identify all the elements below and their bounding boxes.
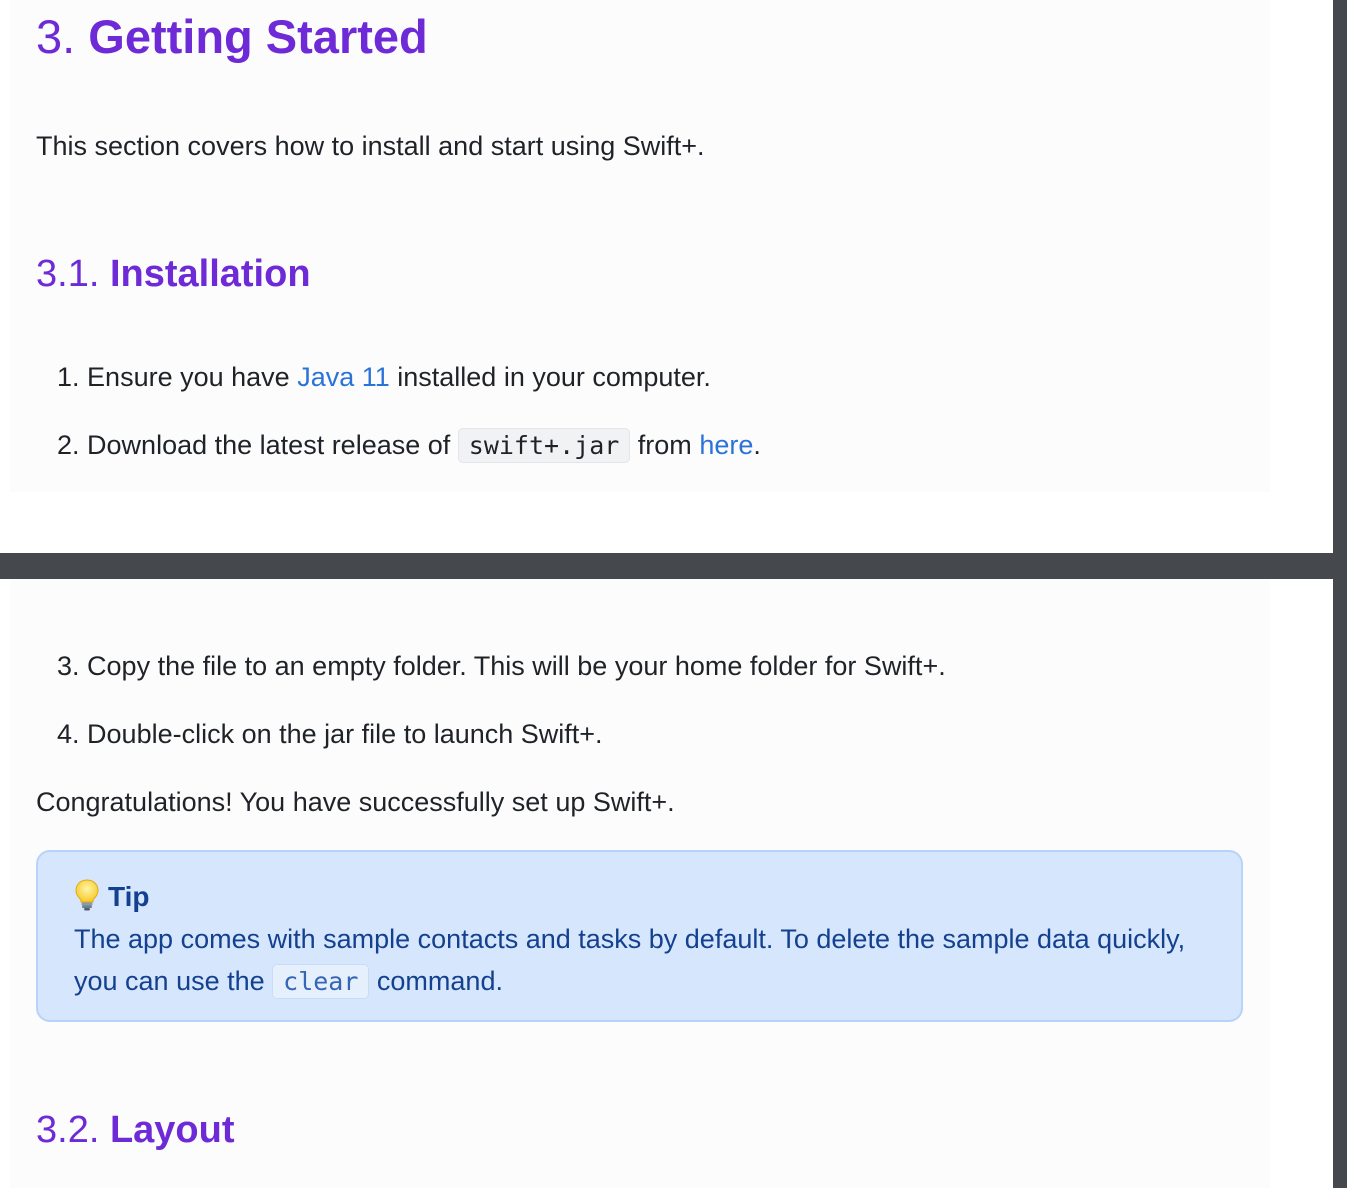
tip-body bbox=[74, 918, 1204, 1003]
list-text: Ensure you have bbox=[87, 362, 298, 392]
list-marker: 2. bbox=[57, 430, 80, 460]
list-text: Double-click on the jar file to launch Swift+. bbox=[87, 719, 603, 749]
document-page-1 bbox=[0, 0, 1333, 553]
lightbulb-icon bbox=[74, 878, 100, 912]
list-item bbox=[57, 429, 761, 462]
list-text: . bbox=[753, 430, 761, 460]
subsection-number: 3.1. bbox=[36, 253, 100, 295]
document-page-2 bbox=[0, 579, 1333, 1188]
section-number: 3. bbox=[36, 10, 76, 63]
list-text: installed in your computer. bbox=[389, 362, 711, 392]
content-area bbox=[10, 0, 1270, 492]
list-text: from bbox=[630, 430, 700, 460]
congrats-text: Congratulations! You have successfully set up Swift+. bbox=[36, 787, 675, 817]
list-item bbox=[57, 361, 711, 393]
inline-code-clear: clear bbox=[272, 964, 369, 999]
section-heading bbox=[36, 10, 428, 64]
list-item bbox=[57, 650, 946, 682]
list-marker: 1. bbox=[57, 362, 80, 392]
subsection-number: 3.2. bbox=[36, 1109, 100, 1151]
here-link[interactable]: here bbox=[699, 430, 754, 460]
section-intro: This section covers how to install and start using Swift+. bbox=[36, 131, 705, 161]
tip-callout bbox=[36, 850, 1243, 1022]
subsection-title: Installation bbox=[109, 253, 311, 295]
subsection-title: Layout bbox=[109, 1109, 235, 1151]
section-title: Getting Started bbox=[88, 10, 428, 63]
list-text: Download the latest release of bbox=[87, 430, 458, 460]
tip-text: command. bbox=[369, 966, 503, 996]
inline-code-jar: swift+.jar bbox=[458, 428, 631, 463]
tip-title: Tip bbox=[108, 881, 150, 912]
list-item bbox=[57, 718, 603, 750]
subsection-heading-installation bbox=[36, 252, 311, 296]
page-separator bbox=[0, 553, 1347, 579]
list-marker: 4. bbox=[57, 719, 80, 749]
list-marker: 3. bbox=[57, 651, 80, 681]
java-link[interactable]: Java 11 bbox=[297, 362, 390, 392]
viewer-edge bbox=[1333, 0, 1347, 1188]
subsection-heading-layout bbox=[36, 1108, 235, 1152]
tip-text: The app comes with sample contacts and tasks by default. To delete the sample data quickly, you can use the bbox=[74, 924, 1186, 996]
list-text: Copy the file to an empty folder. This will be your home folder for Swift+. bbox=[87, 651, 946, 681]
tip-heading bbox=[74, 878, 149, 914]
